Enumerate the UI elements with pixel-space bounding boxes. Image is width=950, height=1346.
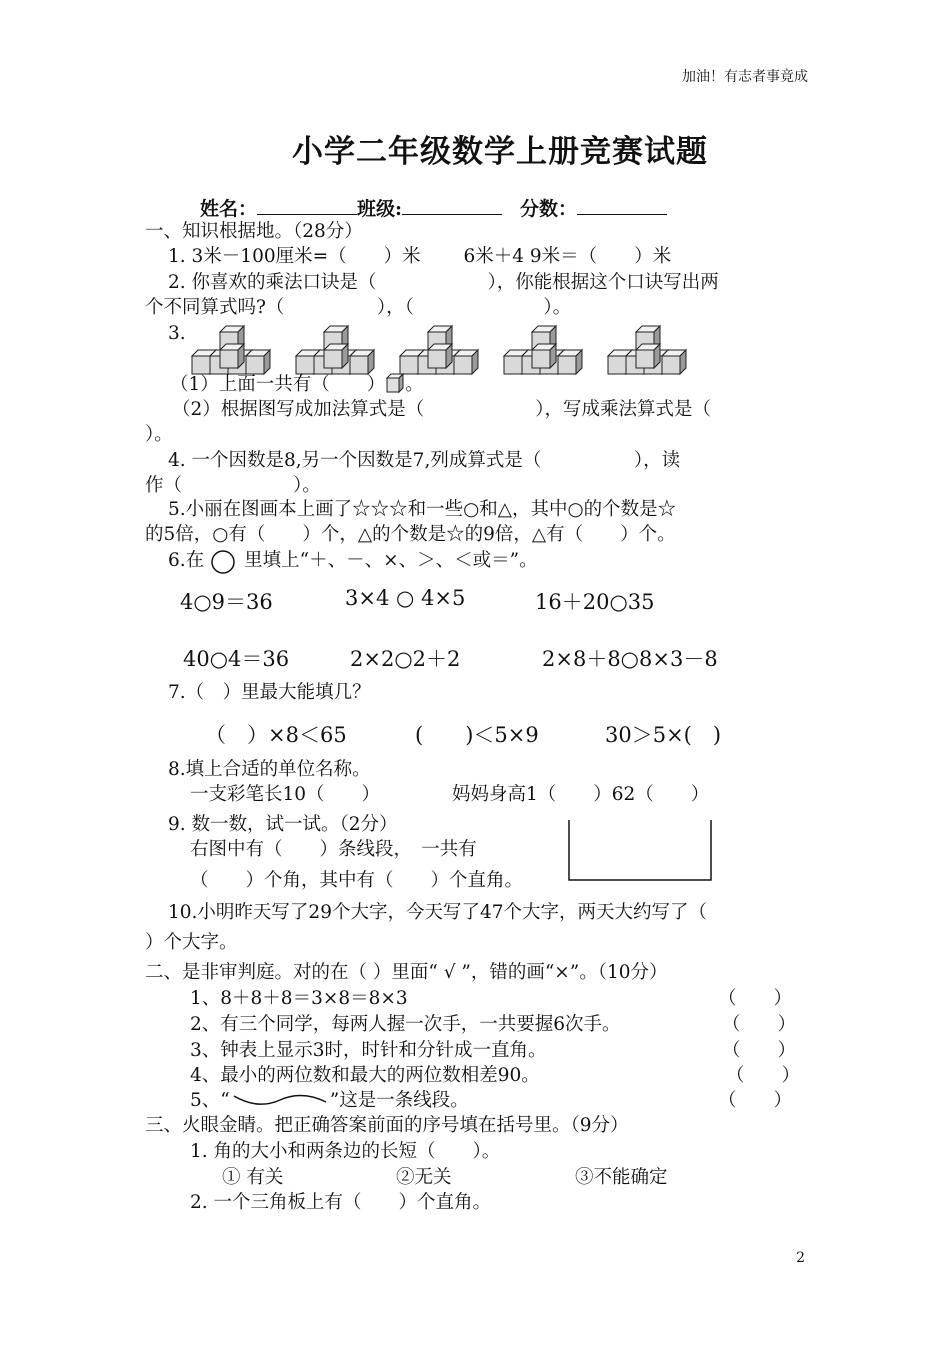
page-title: 小学二年级数学上册竞赛试题: [292, 134, 708, 170]
q8-a: 一支彩笔长10（ ）: [190, 784, 381, 805]
q3-part2-line2: ）。: [145, 424, 173, 445]
s2-item1-paren[interactable]: （ ）: [718, 988, 793, 1009]
q4-line1: 4. 一个因数是8,另一个因数是7,列成算式是（ ），读: [168, 450, 681, 471]
name-blank[interactable]: [257, 196, 357, 215]
q7-3: 30＞5×( ): [605, 723, 722, 747]
s2-item5-paren[interactable]: （ ）: [718, 1090, 793, 1111]
q9: 9. 数一数，试一试。（2分）: [168, 814, 398, 835]
score-blank[interactable]: [577, 196, 667, 215]
q2-line2: 个不同算式吗?（ ），（ ）。: [145, 297, 572, 318]
s3-q1: 1. 角的大小和两条边的长短（ ）。: [190, 1141, 501, 1162]
q9-line2: （ ）个角，其中有（ ）个直角。: [190, 870, 524, 891]
page-number: 2: [796, 1250, 805, 1266]
q7-2: ( )＜5×9: [415, 723, 539, 747]
s3-q2: 2. 一个三角板上有（ ）个直角。: [190, 1192, 492, 1213]
q6-row2-3: 2×8＋8○8×3－8: [542, 647, 718, 671]
q9-figure-svg: [565, 818, 715, 884]
cube-icon: [385, 372, 405, 394]
q10-line1: 10.小明昨天写了29个大字，今天写了47个大字，两天大约写了（: [168, 902, 708, 923]
q9-figure: [565, 818, 715, 888]
cube-figures-svg: [190, 320, 690, 376]
s2-item2: 2、有三个同学，每两人握一次手，一共要握6次手。: [190, 1014, 621, 1035]
name-label: 姓名：: [200, 198, 258, 220]
q3-part1: （1）上面一共有（ ） 。: [170, 374, 424, 395]
q2-line1: 2. 你喜欢的乘法口诀是（ ），你能根据这个口诀写出两: [168, 272, 719, 293]
q1: 1. 3米－100厘米=（ ）米 6米＋4 9米＝（ ）米: [168, 246, 672, 267]
q5-line2: 的5倍，○有（ ）个，△的个数是☆的9倍，△有（ ）个。: [145, 524, 676, 545]
circle-icon: [210, 548, 238, 574]
s2-item4-paren[interactable]: （ ）: [726, 1065, 801, 1086]
q7-1: （ ）×8＜65: [205, 723, 347, 747]
q6-row1-1: 4○9＝36: [180, 590, 273, 614]
s3-q1-opt2: ②无关: [396, 1167, 452, 1188]
class-blank[interactable]: [402, 196, 502, 215]
s2-item3-paren[interactable]: （ ）: [722, 1040, 797, 1061]
section1-heading: 一、知识根据地。（28分）: [145, 221, 363, 242]
score-label: 分数：: [520, 198, 578, 220]
s2-item4: 4、最小的两位数和最大的两位数相差90。: [190, 1065, 540, 1086]
q6-prompt: 6.在 里填上“＋、－、×、＞、＜或＝”。: [168, 548, 538, 574]
q3-part2-line1: （2）根据图写成加法算式是（ ），写成乘法算式是（: [172, 399, 712, 420]
student-info: [200, 194, 667, 221]
s2-item1: 1、8＋8＋8＝3×8＝8×3: [190, 988, 408, 1009]
q4-line2: 作（ ）。: [145, 475, 321, 496]
q6-row2-1: 40○4＝36: [183, 647, 290, 671]
q5-line1: 5.小丽在图画本上画了☆☆☆和一些○和△，其中○的个数是☆: [168, 499, 677, 520]
section3-heading: 三、火眼金睛。把正确答案前面的序号填在括号里。（9分）: [145, 1115, 629, 1136]
q9-line1: 右图中有（ ）条线段， 一共有: [190, 839, 477, 860]
s2-item2-paren[interactable]: （ ）: [722, 1014, 797, 1035]
section2-heading: 二、是非审判庭。对的在（ ）里面“ √ ”，错的画“×”。（10分）: [145, 962, 668, 983]
q6-row2-2: 2×2○2＋2: [350, 647, 461, 671]
q8: 8.填上合适的单位名称。: [168, 759, 371, 780]
s3-q1-opt3: ③不能确定: [575, 1167, 668, 1188]
q3-number: 3.: [168, 323, 186, 344]
s2-item5: 5、“ ”这是一条线段。: [190, 1090, 469, 1111]
q6-row1-2: 3×4 ○ 4×5: [345, 586, 466, 610]
s3-q1-opt1: ① 有关: [222, 1167, 284, 1188]
cube-figures: [190, 320, 690, 376]
class-label: 班级:: [357, 198, 403, 220]
q7: 7.（ ）里最大能填几？: [168, 682, 371, 703]
s2-item3: 3、钟表上显示3时，时针和分针成一直角。: [190, 1040, 547, 1061]
q8-b: 妈妈身高1（ ）62（ ）: [452, 784, 710, 805]
curve-line-icon: [230, 1090, 330, 1108]
q10-line2: ）个大字。: [145, 932, 238, 953]
header-motto: 加油！有志者事竟成: [682, 69, 808, 85]
q6-row1-3: 16＋20○35: [535, 590, 655, 614]
